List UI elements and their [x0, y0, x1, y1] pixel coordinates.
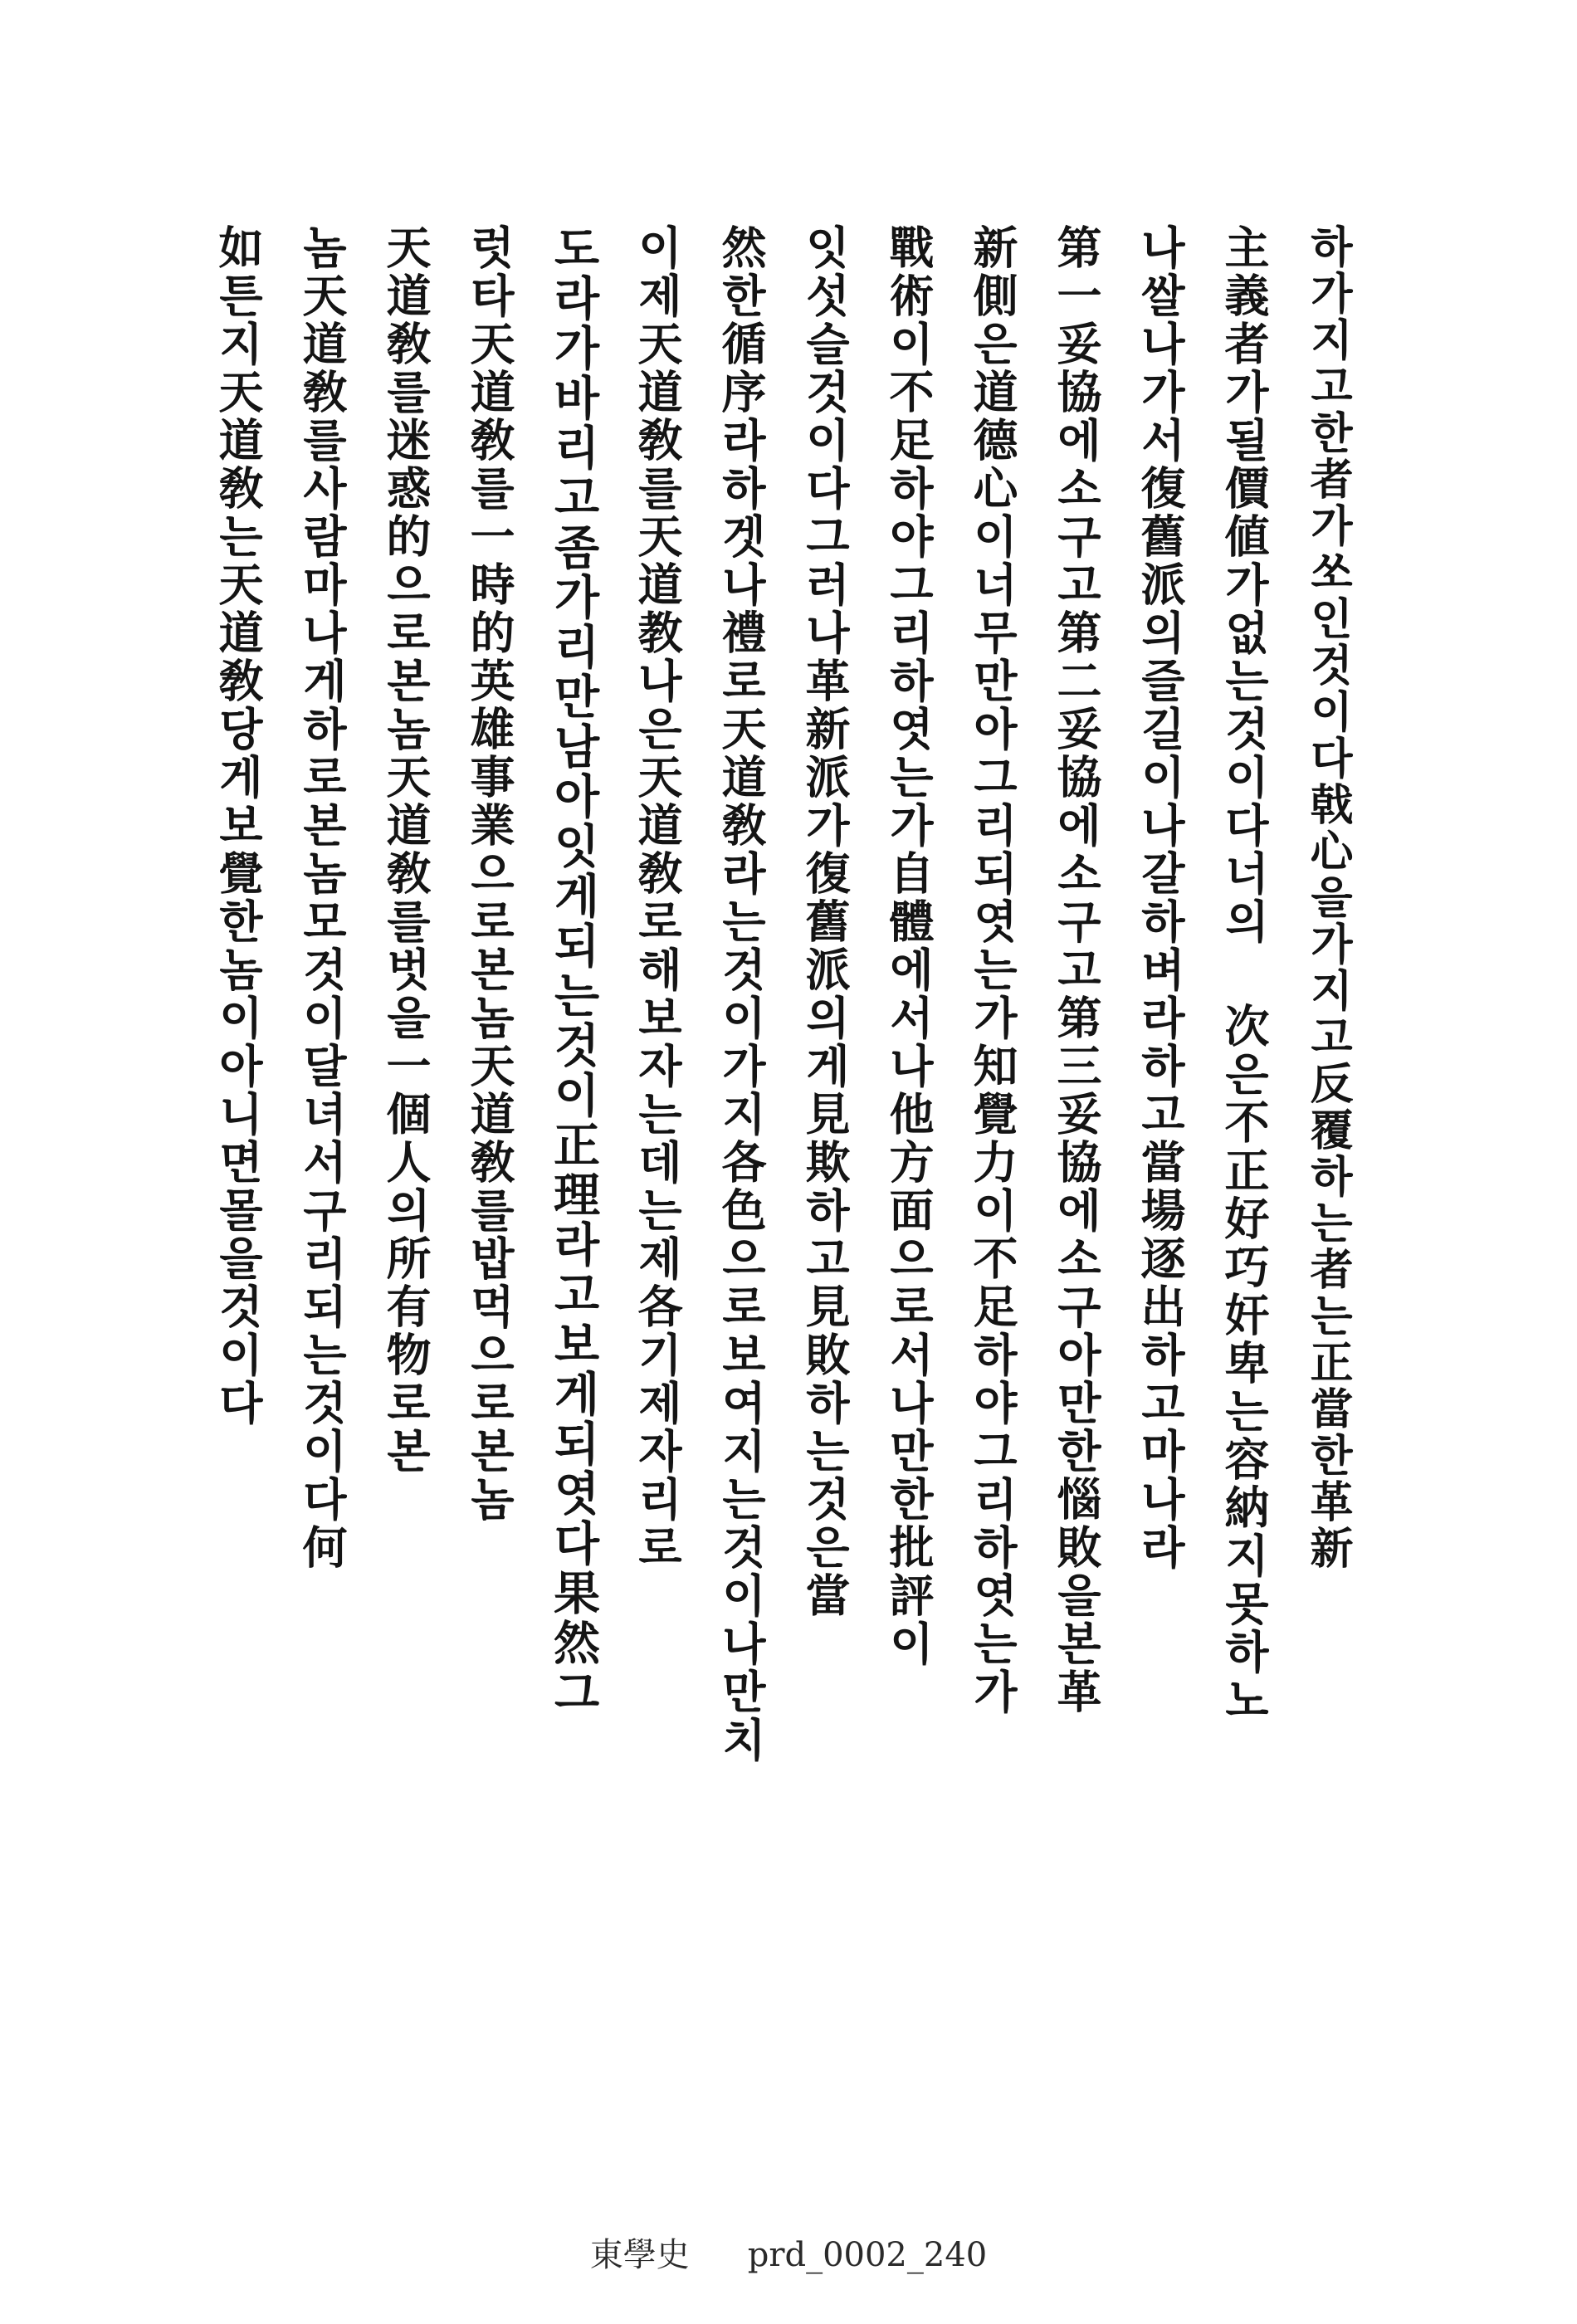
footer-title: 東學史 [589, 2236, 690, 2274]
manuscript-column: 잇섯슬것이다그러나革新派가復舊派의게見欺하고見敗하는것은當 [798, 224, 852, 1620]
manuscript-column: 럿타天道敎를一時的英雄事業으로본놈天道敎를밥먹으로본놈 [463, 224, 516, 1524]
manuscript-column: 然한循序라하겟나禮로天道敎라는것이가지各色으로보여지는것이나만치 [715, 224, 768, 1765]
manuscript-column: 新側은道德心이너무만아그리되엿는가知覺力이不足하야그리하엿는가 [966, 224, 1019, 1716]
manuscript-column: 第一妥協에소구고第二妥協에소구고第三妥協에소구아만한惱敗을본革 [1050, 224, 1103, 1716]
handwritten-manuscript [158, 224, 1370, 2017]
manuscript-column: 戰術이不足하야그리하엿는가自體에서나他方面으로서나만한批評이 [882, 224, 935, 1668]
footer-page-code: prd_0002_240 [747, 2236, 988, 2274]
manuscript-column: 如튼지天道敎는天道敎당게보覺한놈이아니면몰을것이다 [212, 224, 265, 1428]
page-footer [0, 2229, 1577, 2276]
manuscript-column: 主義者가될價値가없는것이다너의 次은不正好巧奸卑는容納지못하노 [1218, 224, 1271, 1725]
manuscript-column: 놈天道敎를사람마나게하로본놈모것이달녀서구리되는것이다何 [295, 224, 349, 1572]
manuscript-column: 이제天道敎를天道教나은天道敎로해보자는데는제各기제자리로 [631, 224, 684, 1572]
manuscript-column: 도라가바리고좀가리만남아잇게되는것이正理라고보게되엿다果然그 [546, 224, 601, 1718]
manuscript-column: 나쌀나가서復舊派의즐길이나갈하벼라하고當場逐出하고마나라 [1134, 224, 1187, 1572]
manuscript-column: 하가지고한者가쏘인것이다戟心을가지고反覆하는者는正當한革新 [1302, 224, 1353, 1572]
manuscript-column: 天道敎를迷惑的으로본놈天道敎를벗을一個人의所有物로본 [379, 224, 432, 1476]
